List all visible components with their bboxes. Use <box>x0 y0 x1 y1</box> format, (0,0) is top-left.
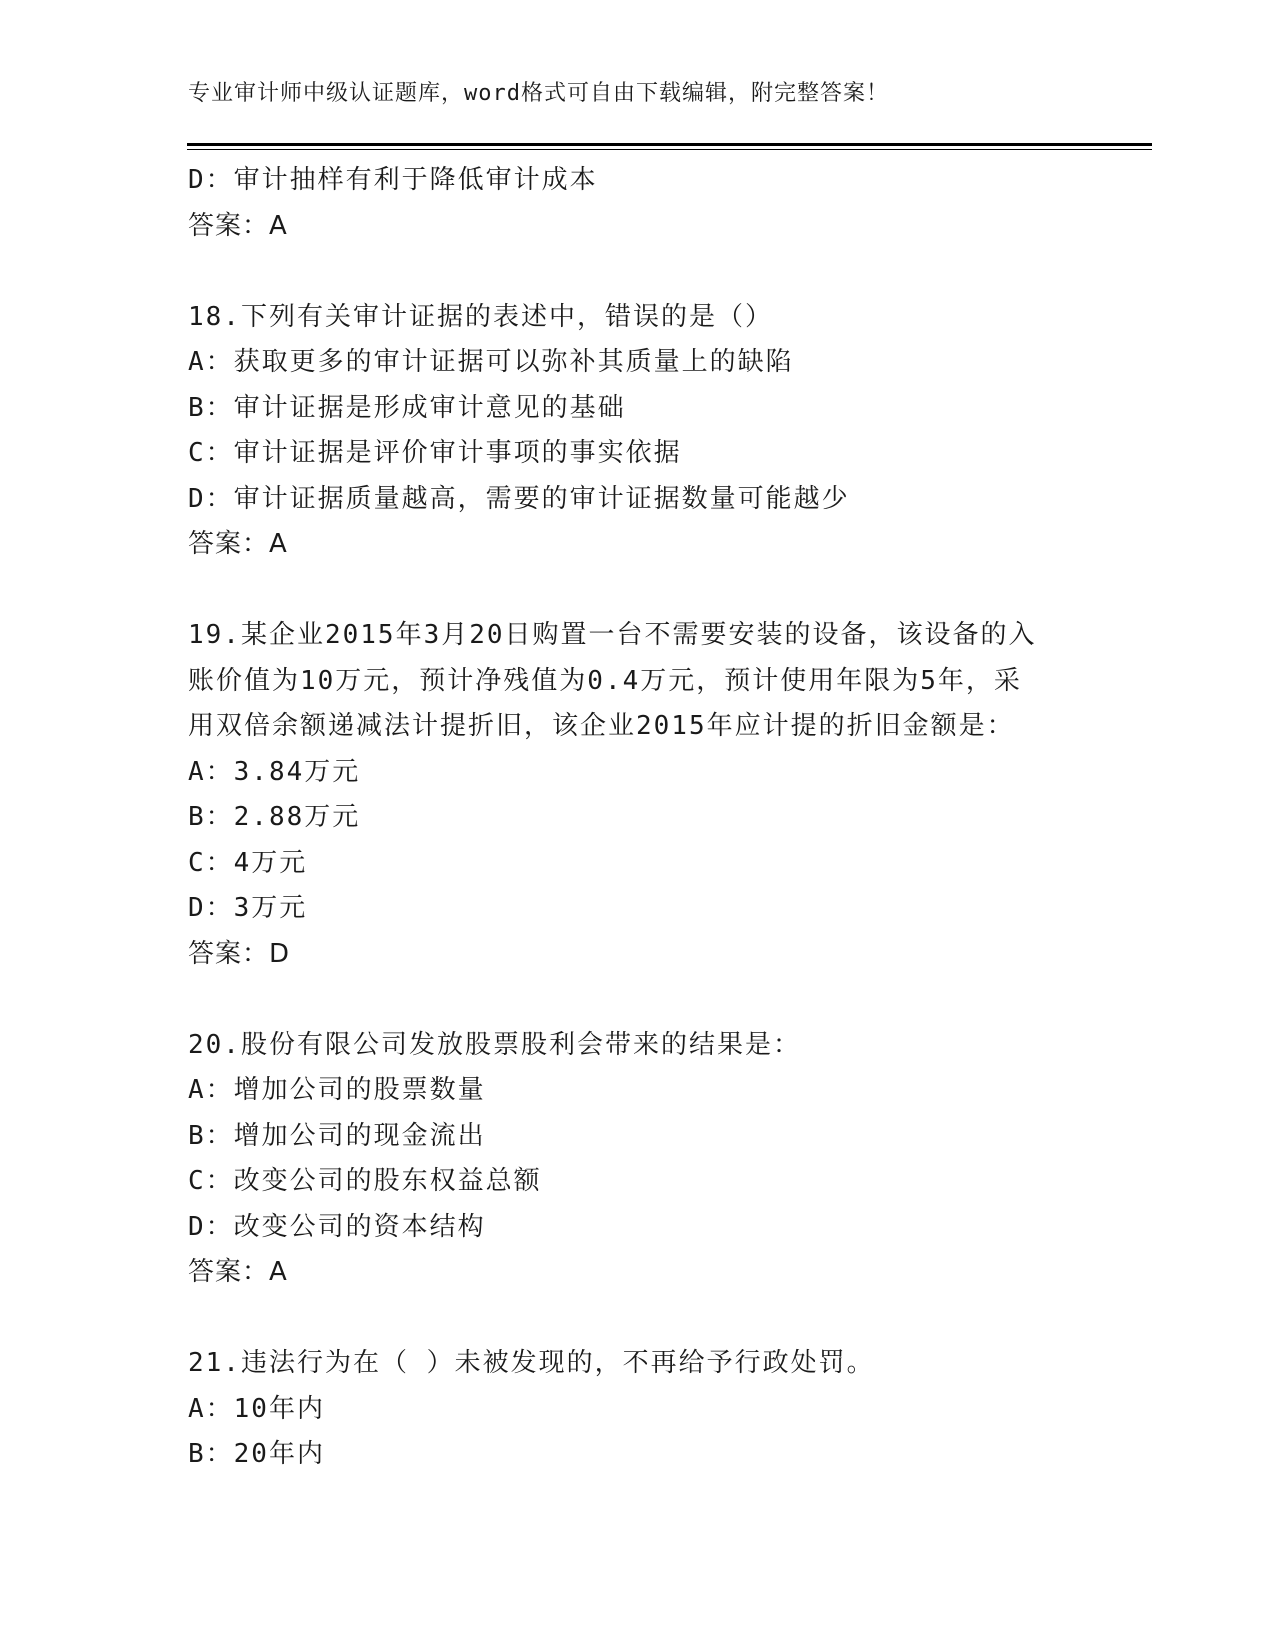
q19-stem-line-1: 19.某企业2015年3月20日购置一台不需要安装的设备，该设备的入 <box>188 620 1037 650</box>
page-header: 专业审计师中级认证题库，word格式可自由下载编辑，附完整答案！ <box>188 81 889 106</box>
q20-stem: 20.股份有限公司发放股票股利会带来的结果是： <box>188 1029 801 1060</box>
q18-option-c: C：审计证据是评价审计事项的事实依据 <box>188 438 682 468</box>
q20-answer: 答案：A <box>188 1257 288 1287</box>
q18-option-a: A：获取更多的审计证据可以弥补其质量上的缺陷 <box>188 347 794 377</box>
question-list <box>188 158 1088 1478</box>
header-divider-thick <box>187 143 1152 146</box>
prev-answer: 答案：A <box>188 210 288 241</box>
q20-option-d: D：改变公司的资本结构 <box>188 1211 486 1242</box>
q21-option-a: A：10年内 <box>188 1393 325 1424</box>
q18-option-b: B：审计证据是形成审计意见的基础 <box>188 392 626 423</box>
q19-option-c: C：4万元 <box>188 847 308 878</box>
prev-option-d: D：审计抽样有利于降低审计成本 <box>188 165 598 195</box>
q19-option-d: D：3万元 <box>188 893 308 923</box>
q19-option-b: B：2.88万元 <box>188 802 361 832</box>
q19-answer: 答案：D <box>188 938 291 969</box>
spacer <box>188 977 1088 1023</box>
q21-option-b: B：20年内 <box>188 1439 325 1469</box>
q20-option-b: B：增加公司的现金流出 <box>188 1120 486 1151</box>
spacer <box>188 1296 1088 1342</box>
q19-option-a: A：3.84万元 <box>188 756 361 787</box>
q20-option-a: A：增加公司的股票数量 <box>188 1075 486 1105</box>
q18-option-d: D：审计证据质量越高，需要的审计证据数量可能越少 <box>188 483 850 514</box>
header-divider-thin <box>187 149 1152 150</box>
q20-option-c: C：改变公司的股东权益总额 <box>188 1166 542 1196</box>
q19-stem-line-3: 用双倍余额递减法计提折旧，该企业2015年应计提的折旧金额是： <box>188 711 1015 741</box>
q18-answer: 答案：A <box>188 529 288 559</box>
q19-stem-line-2: 账价值为10万元，预计净残值为0.4万元，预计使用年限为5年，采 <box>188 665 1022 696</box>
spacer <box>188 568 1088 614</box>
q18-stem: 18.下列有关审计证据的表述中，错误的是（） <box>188 301 773 332</box>
q21-stem: 21.违法行为在（ ）未被发现的，不再给予行政处罚。 <box>188 1348 875 1378</box>
spacer <box>188 249 1088 295</box>
